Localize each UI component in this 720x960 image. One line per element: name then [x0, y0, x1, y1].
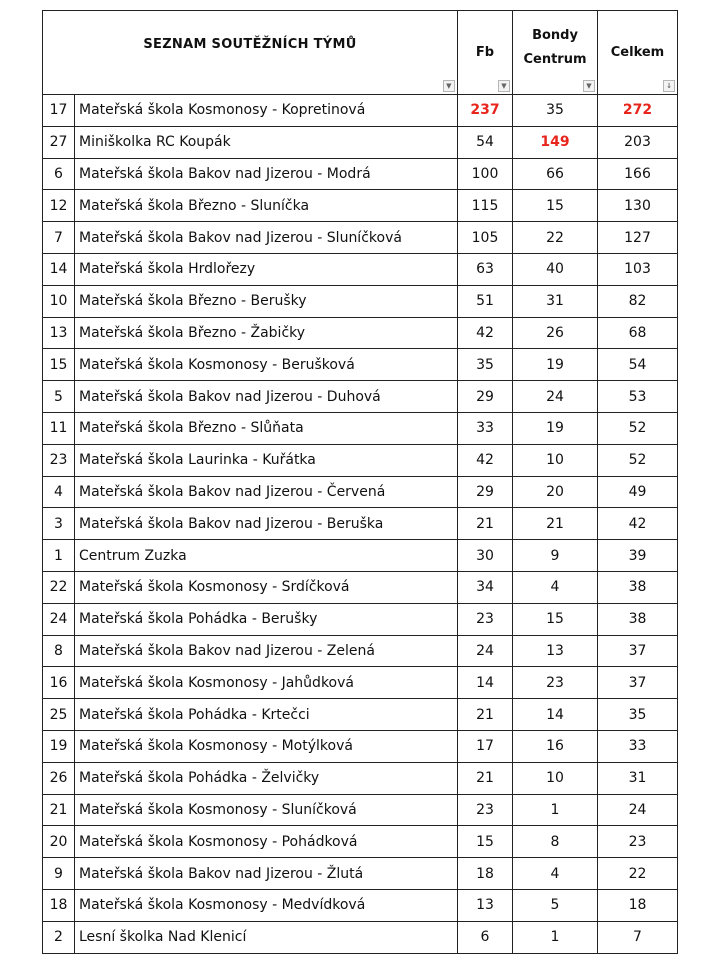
total-value-cell: 22	[598, 858, 678, 890]
sort-filter-icon[interactable]: ↓	[663, 80, 675, 92]
team-standings-table	[42, 10, 678, 954]
total-value-cell: 23	[598, 826, 678, 858]
table-title-header	[43, 11, 458, 95]
rank-cell: 11	[43, 412, 75, 444]
rank-cell: 21	[43, 794, 75, 826]
fb-value-cell: 42	[458, 444, 513, 476]
team-name-cell: Miniškolka RC Koupák	[75, 126, 458, 158]
bondy-column-label-line2: Centrum	[523, 51, 587, 67]
bondy-value-cell: 14	[513, 699, 598, 731]
total-value-cell: 130	[598, 190, 678, 222]
table-row	[43, 190, 678, 222]
team-name-cell: Mateřská škola Hrdlořezy	[75, 253, 458, 285]
team-name-cell: Mateřská škola Bakov nad Jizerou - Duhová	[75, 381, 458, 413]
bondy-value-cell: 4	[513, 858, 598, 890]
fb-value-cell: 18	[458, 858, 513, 890]
rank-cell: 20	[43, 826, 75, 858]
rank-cell: 17	[43, 95, 75, 127]
total-value-cell: 166	[598, 158, 678, 190]
table-row	[43, 222, 678, 254]
bondy-column-header	[513, 11, 598, 95]
bondy-value-cell: 20	[513, 476, 598, 508]
total-value-cell: 52	[598, 444, 678, 476]
fb-value-cell: 100	[458, 158, 513, 190]
table-row	[43, 571, 678, 603]
table-row	[43, 508, 678, 540]
total-value-cell: 33	[598, 730, 678, 762]
total-column-label: Celkem	[610, 45, 665, 60]
fb-value-cell: 14	[458, 667, 513, 699]
bondy-value-cell: 4	[513, 571, 598, 603]
rank-cell: 1	[43, 540, 75, 572]
rank-cell: 10	[43, 285, 75, 317]
table-row	[43, 381, 678, 413]
rank-cell: 24	[43, 603, 75, 635]
rank-cell: 22	[43, 571, 75, 603]
rank-cell: 15	[43, 349, 75, 381]
total-value-cell: 24	[598, 794, 678, 826]
table-row	[43, 730, 678, 762]
team-name-cell: Mateřská škola Kosmonosy - Kopretinová	[75, 95, 458, 127]
team-name-cell: Mateřská škola Bakov nad Jizerou - Žlutá	[75, 858, 458, 890]
fb-value-cell: 21	[458, 762, 513, 794]
bondy-value-cell: 66	[513, 158, 598, 190]
fb-value-cell: 17	[458, 730, 513, 762]
table-row	[43, 762, 678, 794]
team-name-cell: Mateřská škola Kosmonosy - Jahůdková	[75, 667, 458, 699]
table-row	[43, 158, 678, 190]
rank-cell: 6	[43, 158, 75, 190]
fb-value-cell: 23	[458, 794, 513, 826]
table-row	[43, 794, 678, 826]
rank-cell: 27	[43, 126, 75, 158]
team-name-cell: Mateřská škola Bakov nad Jizerou - Červená	[75, 476, 458, 508]
fb-value-cell: 237	[458, 95, 513, 127]
table-row	[43, 826, 678, 858]
fb-value-cell: 30	[458, 540, 513, 572]
rank-cell: 19	[43, 730, 75, 762]
rank-cell: 3	[43, 508, 75, 540]
rank-cell: 9	[43, 858, 75, 890]
total-value-cell: 18	[598, 889, 678, 921]
table-row	[43, 349, 678, 381]
bondy-value-cell: 40	[513, 253, 598, 285]
table-row	[43, 889, 678, 921]
team-name-cell: Mateřská škola Kosmonosy - Motýlková	[75, 730, 458, 762]
bondy-column-label-line1: Bondy	[532, 27, 578, 43]
table-row	[43, 253, 678, 285]
table-row	[43, 317, 678, 349]
total-value-cell: 42	[598, 508, 678, 540]
filter-dropdown-icon[interactable]: ▼	[498, 80, 510, 92]
team-name-cell: Mateřská škola Kosmonosy - Berušková	[75, 349, 458, 381]
total-value-cell: 7	[598, 921, 678, 953]
team-name-cell: Mateřská škola Bakov nad Jizerou - Sluníčková	[75, 222, 458, 254]
team-name-cell: Centrum Zuzka	[75, 540, 458, 572]
table-row	[43, 476, 678, 508]
fb-value-cell: 13	[458, 889, 513, 921]
fb-value-cell: 42	[458, 317, 513, 349]
fb-value-cell: 29	[458, 476, 513, 508]
rank-cell: 7	[43, 222, 75, 254]
table-body	[43, 95, 678, 954]
fb-value-cell: 33	[458, 412, 513, 444]
fb-value-cell: 54	[458, 126, 513, 158]
rank-cell: 26	[43, 762, 75, 794]
bondy-value-cell: 15	[513, 190, 598, 222]
fb-value-cell: 35	[458, 349, 513, 381]
table-title: SEZNAM SOUTĚŽNÍCH TÝMŮ	[143, 37, 357, 52]
team-name-cell: Mateřská škola Kosmonosy - Srdíčková	[75, 571, 458, 603]
team-name-cell: Mateřská škola Pohádka - Berušky	[75, 603, 458, 635]
table-row	[43, 285, 678, 317]
total-value-cell: 52	[598, 412, 678, 444]
fb-value-cell: 23	[458, 603, 513, 635]
bondy-value-cell: 19	[513, 349, 598, 381]
fb-value-cell: 21	[458, 508, 513, 540]
fb-value-cell: 51	[458, 285, 513, 317]
team-name-cell: Mateřská škola Bakov nad Jizerou - Beruška	[75, 508, 458, 540]
bondy-value-cell: 8	[513, 826, 598, 858]
total-value-cell: 49	[598, 476, 678, 508]
rank-cell: 14	[43, 253, 75, 285]
bondy-value-cell: 21	[513, 508, 598, 540]
bondy-value-cell: 10	[513, 762, 598, 794]
rank-cell: 16	[43, 667, 75, 699]
total-value-cell: 38	[598, 603, 678, 635]
fb-value-cell: 15	[458, 826, 513, 858]
table-row	[43, 667, 678, 699]
total-column-header	[598, 11, 678, 95]
total-value-cell: 37	[598, 667, 678, 699]
bondy-value-cell: 16	[513, 730, 598, 762]
team-name-cell: Mateřská škola Kosmonosy - Pohádková	[75, 826, 458, 858]
bondy-value-cell: 19	[513, 412, 598, 444]
bondy-value-cell: 23	[513, 667, 598, 699]
table-row	[43, 699, 678, 731]
table-row	[43, 858, 678, 890]
table-row	[43, 412, 678, 444]
rank-cell: 23	[43, 444, 75, 476]
bondy-value-cell: 24	[513, 381, 598, 413]
fb-value-cell: 24	[458, 635, 513, 667]
rank-cell: 2	[43, 921, 75, 953]
table-row	[43, 635, 678, 667]
team-name-cell: Mateřská škola Březno - Slůňata	[75, 412, 458, 444]
rank-cell: 25	[43, 699, 75, 731]
bondy-value-cell: 10	[513, 444, 598, 476]
rank-cell: 18	[43, 889, 75, 921]
total-value-cell: 103	[598, 253, 678, 285]
bondy-value-cell: 13	[513, 635, 598, 667]
table-row	[43, 95, 678, 127]
table-row	[43, 126, 678, 158]
total-value-cell: 54	[598, 349, 678, 381]
fb-value-cell: 6	[458, 921, 513, 953]
header-row	[43, 11, 678, 95]
team-name-cell: Mateřská škola Kosmonosy - Medvídková	[75, 889, 458, 921]
total-value-cell: 35	[598, 699, 678, 731]
rank-cell: 13	[43, 317, 75, 349]
filter-dropdown-icon[interactable]: ▼	[443, 80, 455, 92]
fb-value-cell: 21	[458, 699, 513, 731]
filter-dropdown-icon[interactable]: ▼	[583, 80, 595, 92]
rank-cell: 5	[43, 381, 75, 413]
total-value-cell: 127	[598, 222, 678, 254]
bondy-value-cell: 35	[513, 95, 598, 127]
total-value-cell: 68	[598, 317, 678, 349]
bondy-value-cell: 22	[513, 222, 598, 254]
bondy-value-cell: 26	[513, 317, 598, 349]
table-row	[43, 444, 678, 476]
table-row	[43, 603, 678, 635]
table-row	[43, 921, 678, 953]
total-value-cell: 203	[598, 126, 678, 158]
rank-cell: 8	[43, 635, 75, 667]
total-value-cell: 53	[598, 381, 678, 413]
fb-value-cell: 63	[458, 253, 513, 285]
fb-value-cell: 34	[458, 571, 513, 603]
table-row	[43, 540, 678, 572]
team-name-cell: Mateřská škola Laurinka - Kuřátka	[75, 444, 458, 476]
total-value-cell: 31	[598, 762, 678, 794]
team-name-cell: Lesní školka Nad Klenicí	[75, 921, 458, 953]
team-name-cell: Mateřská škola Pohádka - Krtečci	[75, 699, 458, 731]
team-name-cell: Mateřská škola Bakov nad Jizerou - Zelená	[75, 635, 458, 667]
total-value-cell: 38	[598, 571, 678, 603]
bondy-value-cell: 1	[513, 794, 598, 826]
bondy-value-cell: 5	[513, 889, 598, 921]
fb-value-cell: 115	[458, 190, 513, 222]
fb-column-label: Fb	[475, 45, 495, 60]
bondy-value-cell: 9	[513, 540, 598, 572]
team-name-cell: Mateřská škola Bakov nad Jizerou - Modrá	[75, 158, 458, 190]
bondy-value-cell: 15	[513, 603, 598, 635]
team-name-cell: Mateřská škola Kosmonosy - Sluníčková	[75, 794, 458, 826]
total-value-cell: 82	[598, 285, 678, 317]
bondy-value-cell: 149	[513, 126, 598, 158]
total-value-cell: 39	[598, 540, 678, 572]
team-name-cell: Mateřská škola Březno - Sluníčka	[75, 190, 458, 222]
rank-cell: 12	[43, 190, 75, 222]
total-value-cell: 272	[598, 95, 678, 127]
total-value-cell: 37	[598, 635, 678, 667]
team-name-cell: Mateřská škola Březno - Berušky	[75, 285, 458, 317]
bondy-value-cell: 1	[513, 921, 598, 953]
team-name-cell: Mateřská škola Pohádka - Želvičky	[75, 762, 458, 794]
rank-cell: 4	[43, 476, 75, 508]
fb-value-cell: 105	[458, 222, 513, 254]
bondy-value-cell: 31	[513, 285, 598, 317]
fb-value-cell: 29	[458, 381, 513, 413]
team-name-cell: Mateřská škola Březno - Žabičky	[75, 317, 458, 349]
fb-column-header	[458, 11, 513, 95]
